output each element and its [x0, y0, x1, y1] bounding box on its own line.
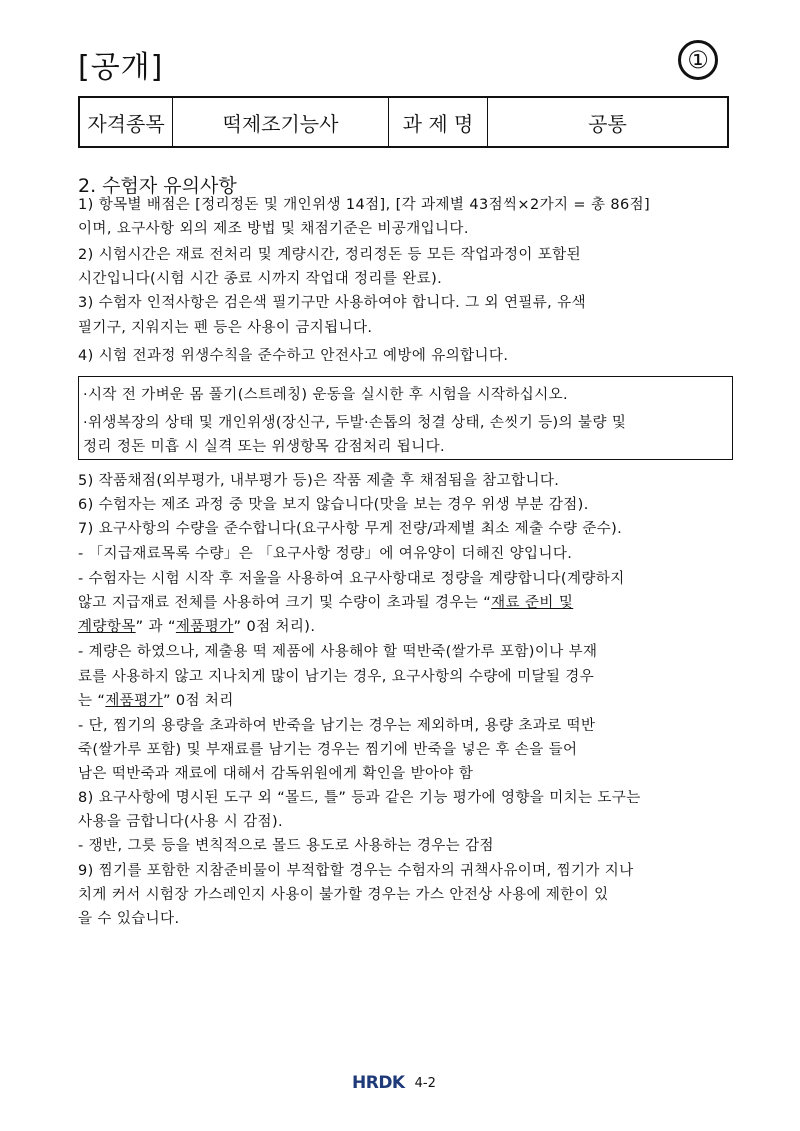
page-number-badge: ①: [678, 40, 718, 80]
note-line: 9) 찜기를 포함한 지참준비물이 부적합할 경우는 수험자의 귀책사유이며, 찜기가 지나: [78, 863, 634, 879]
note-line: 이며, 요구사항 외의 제조 방법 및 채점기준은 비공개입니다.: [78, 221, 469, 237]
notice-line: 정리 정돈 미흡 시 실격 또는 위생항목 감점처리 됩니다.: [83, 439, 446, 455]
note-line: 1) 항목별 배점은 [정리정돈 및 개인위생 14점], [각 과제별 43점씩×2가지 = 총 86점]: [78, 197, 651, 213]
underlined-term: 재료 준비 및: [491, 595, 574, 611]
note-line: 7) 요구사항의 수량을 준수합니다(요구사항 무게 전량/과제별 최소 제출 수량 준수).: [78, 521, 623, 537]
note-line: 6) 수험자는 제조 과정 중 맛을 보지 않습니다(맛을 보는 경우 위생 부분 감점).: [78, 497, 589, 513]
footer-page-number: 4-2: [414, 1075, 436, 1091]
underlined-term: 제품평가: [175, 619, 234, 635]
note-line: 사용을 금합니다(사용 시 감점).: [78, 814, 284, 830]
note-line: 료를 사용하지 않고 지나치게 많이 남기는 경우, 요구사항의 수량에 미달될 경우: [78, 669, 595, 685]
value-qualification: 떡제조기능사: [173, 97, 389, 147]
underlined-term: 계량항목: [78, 619, 136, 635]
note-line: 4) 시험 전과정 위생수칙을 준수하고 안전사고 예방에 유의합니다.: [78, 348, 509, 364]
note-line: [78, 689, 234, 710]
section-title: 2. 수험자 유의사항: [78, 175, 237, 197]
note-line: 시간입니다(시험 시간 종료 시까지 작업대 정리를 완료).: [78, 271, 443, 287]
note-line: - 수험자는 시험 시작 후 저울을 사용하여 요구사항대로 정량을 계량합니다(계량하지: [78, 571, 625, 587]
note-text: ” 0점 처리: [162, 693, 234, 709]
label-task-name: 과 제 명: [389, 97, 488, 147]
note-line: 8) 요구사항에 명시된 도구 외 “몰드, 틀” 등과 같은 기능 평가에 영향을 미치는 도구는: [78, 790, 641, 806]
note-line: - 계량은 하였으나, 제출용 떡 제품에 사용해야 할 떡반죽(쌀가루 포함)이나 부재: [78, 644, 598, 660]
hrdk-logo: HRDK: [352, 1073, 405, 1093]
label-qualification: 자격종목: [79, 97, 173, 147]
note-line: 남은 떡반죽과 재료에 대해서 감독위원에게 확인을 받아야 함: [78, 766, 474, 782]
note-line: 2) 시험시간은 재료 전처리 및 계량시간, 정리정돈 등 모든 작업과정이 포함된: [78, 247, 581, 263]
note-line: 3) 수험자 인적사항은 검은색 필기구만 사용하여야 합니다. 그 외 연필류, 유색: [78, 295, 586, 311]
note-line: 죽(쌀가루 포함) 및 부재료를 남기는 경우는 찜기에 반죽을 넣은 후 손을 들어: [78, 742, 578, 758]
note-line: [78, 591, 573, 612]
underlined-term: 제품평가: [105, 693, 163, 709]
header-tag: [공개]: [78, 50, 164, 85]
page-footer: [352, 1073, 436, 1093]
note-text: 는 “: [78, 693, 106, 709]
info-table: [78, 96, 729, 148]
note-line: 5) 작품채점(외부평가, 내부평가 등)은 작품 제출 후 채점됨을 참고합니다.: [78, 473, 560, 489]
notice-line: ·시작 전 가벼운 몸 풀기(스트레칭) 운동을 실시한 후 시험을 시작하십시오.: [83, 387, 569, 403]
notice-line: ·위생복장의 상태 및 개인위생(장신구, 두발·손톱의 청결 상태, 손씻기 등)의 불량 및: [83, 415, 627, 431]
note-line: [78, 615, 315, 636]
note-line: 필기구, 지워지는 펜 등은 사용이 금지됩니다.: [78, 320, 373, 336]
note-line: 을 수 있습니다.: [78, 911, 180, 927]
value-task-name: 공통: [488, 97, 729, 147]
note-text: 않고 지급재료 전체를 사용하여 크기 및 수량이 초과될 경우는 “: [78, 595, 492, 611]
note-line: - 단, 찜기의 용량을 초과하여 반죽을 남기는 경우는 제외하며, 용량 초과로 떡반: [78, 718, 596, 734]
note-text: ” 과 “: [135, 619, 176, 635]
note-line: 치게 커서 시험장 가스레인지 사용이 불가할 경우는 가스 안전상 사용에 제한이 있: [78, 887, 609, 903]
note-line: - 쟁반, 그릇 등을 변칙적으로 몰드 용도로 사용하는 경우는 감점: [78, 838, 494, 854]
note-text: ” 0점 처리).: [233, 619, 316, 635]
note-line: - 「지급재료목록 수량」은 「요구사항 정량」에 여유양이 더해진 양입니다.: [78, 546, 573, 562]
safety-notice-box: [78, 376, 733, 460]
